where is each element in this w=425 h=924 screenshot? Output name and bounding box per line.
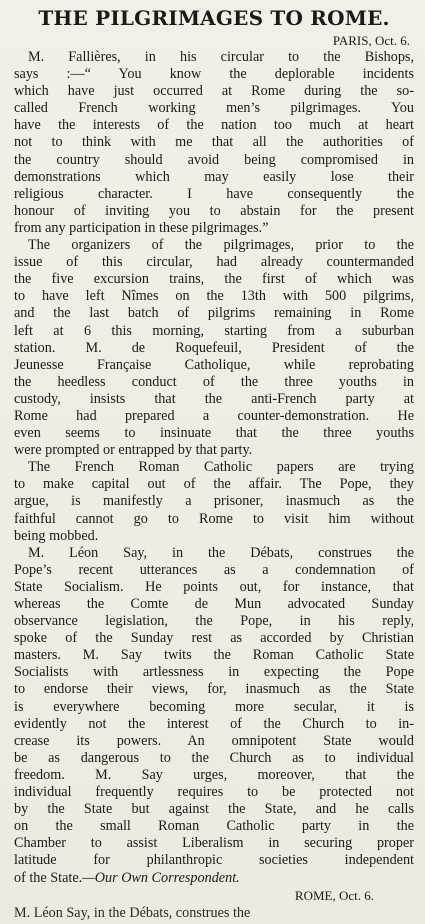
text-line: M. Fallières, in his circular to the Bishops, bbox=[28, 49, 414, 65]
text-line: Rome had prepared a counter-demonstration. He bbox=[14, 407, 414, 424]
text-line: which have just occurred at Rome during the so- bbox=[14, 83, 414, 100]
paragraph-circular bbox=[14, 49, 414, 237]
text-line: the five excursion trains, the first of which was bbox=[14, 271, 414, 288]
text-line: called French working men’s pilgrimages. You bbox=[14, 100, 414, 117]
text-line: demonstrations which may easily lose their bbox=[14, 168, 414, 185]
text-line: by the State but against the State, and he calls bbox=[14, 801, 414, 818]
closing-text: of the State. bbox=[14, 869, 83, 886]
text-line: custody, insists that the anti-French party at bbox=[14, 390, 414, 407]
text-line: whereas the Comte de Mun advocated Sunday bbox=[14, 596, 414, 612]
text-line: honour of inviting you to abstain for the present bbox=[14, 202, 414, 219]
text-line: to make capital out of the affair. The Pope, they bbox=[14, 476, 414, 493]
text-line: being mobbed. bbox=[14, 527, 99, 544]
text-line: freedom. M. Say urges, moreover, that the bbox=[14, 766, 414, 783]
text-line: M. Léon Say, in the Débats, construes the bbox=[28, 544, 414, 561]
paragraph-leon-say bbox=[14, 545, 414, 887]
text-line: Pope’s recent utterances as a condemnation of bbox=[14, 561, 414, 578]
text-line: State Socialism. He points out, for instance, that bbox=[14, 578, 414, 595]
text-line: The French Roman Catholic papers are trying bbox=[28, 459, 414, 476]
cut-off-text-line: M. Léon Say, in the Débats, construes the bbox=[14, 904, 251, 921]
text-line: argue, is manifestly a prisoner, inasmuch as the bbox=[14, 493, 414, 510]
text-line: and the last batch of pilgrims remaining in Rome bbox=[14, 305, 414, 322]
text-line: individual frequently requires to be protected not bbox=[14, 784, 414, 801]
text-line: The organizers of the pilgrimages, prior to the bbox=[28, 237, 414, 254]
text-line: latitude for philanthropic societies independent bbox=[14, 852, 414, 869]
text-line: evidently not the interest of the Church to in- bbox=[14, 715, 414, 732]
text-line: issue of this circular, had already countermanded bbox=[14, 254, 414, 271]
text-line: Chamber to assist Liberalism in securing proper bbox=[14, 835, 414, 852]
article-dateline: PARIS, Oct. 6. bbox=[332, 33, 410, 48]
text-line: from any participation in these pilgrimages.” bbox=[14, 219, 269, 236]
text-line: have the interests of the nation too much at heart bbox=[14, 117, 414, 134]
paragraph-catholic-papers bbox=[14, 459, 414, 544]
text-line: religious character. I have consequently the bbox=[14, 185, 414, 202]
text-line: is everywhere becoming more secular, it is bbox=[14, 698, 414, 715]
text-line: not to think with me that all the authorities of bbox=[14, 134, 414, 151]
text-line: masters. M. Say twits the Roman Catholic State bbox=[14, 647, 414, 664]
text-line-final bbox=[14, 870, 414, 887]
correspondent-signature: —Our Own Correspondent. bbox=[82, 869, 240, 886]
paragraph-organizers bbox=[14, 237, 414, 459]
text-line: faithful cannot go to Rome to visit him without bbox=[14, 510, 414, 527]
text-line: spoke of the Sunday rest as accorded by Christian bbox=[14, 630, 414, 647]
text-line: even seems to insinuate that the three youths bbox=[14, 425, 414, 442]
article-headline: THE PILGRIMAGES TO ROME. bbox=[38, 6, 390, 30]
next-dateline: ROME, Oct. 6. bbox=[294, 887, 374, 903]
text-line: to have left Nîmes on the 13th with 500 pilgrims, bbox=[14, 288, 414, 305]
text-line: says :—“ You know the deplorable incidents bbox=[14, 66, 414, 83]
text-line: the heedless conduct of the three youths in bbox=[14, 373, 414, 390]
text-line: the country should avoid being compromised in bbox=[14, 151, 414, 168]
text-line: crease its powers. An omnipotent State would bbox=[14, 732, 414, 749]
text-line: on the small Roman Catholic party in the bbox=[14, 818, 414, 835]
text-line: be as dangerous to the Church as to individual bbox=[14, 749, 414, 766]
text-line: Socialists with artlessness in expecting the Pope bbox=[14, 664, 414, 681]
text-line: station. M. de Roquefeuil, President of the bbox=[14, 339, 414, 356]
text-line: were prompted or entrapped by that party. bbox=[14, 442, 253, 459]
text-line: left at 6 this morning, starting from a suburban bbox=[14, 322, 414, 339]
text-line: observance legislation, the Pope, in his reply, bbox=[14, 613, 414, 630]
text-line: to endorse their views, for, inasmuch as the State bbox=[14, 681, 414, 698]
text-line: Jeunesse Française Catholique, while reprobating bbox=[14, 356, 414, 373]
